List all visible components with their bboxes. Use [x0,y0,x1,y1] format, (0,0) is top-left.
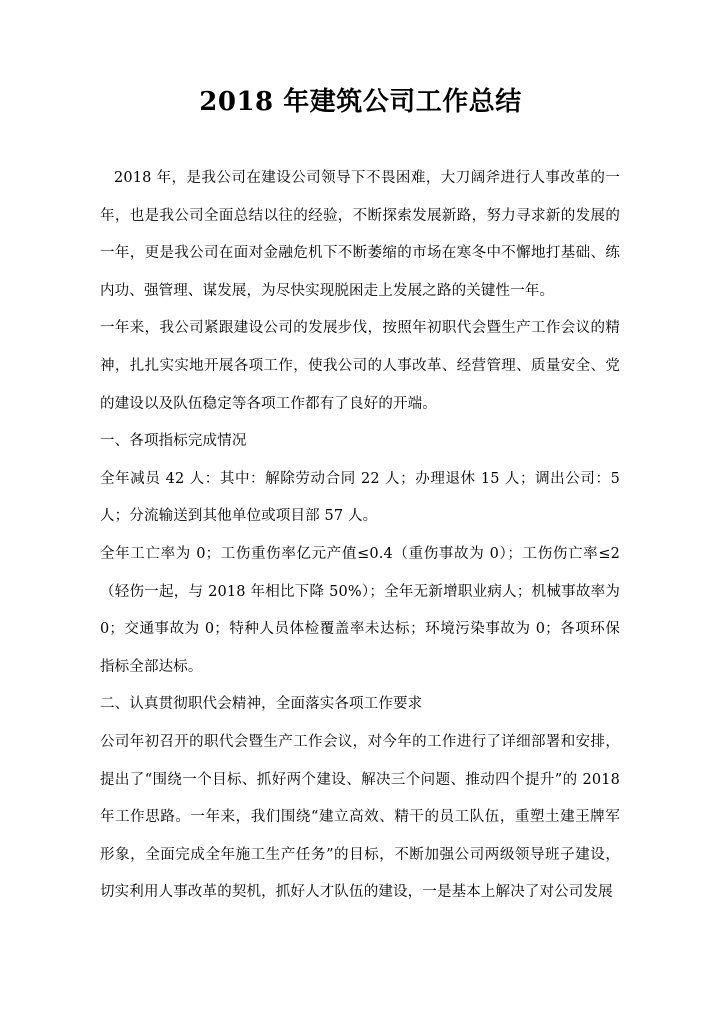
intro-paragraph: 2018 年，是我公司在建设公司领导下不畏困难，大刀阔斧进行人事改革的一年，也是我公司全面总结以往的经验，不断探索发展新路，努力寻求新的发展的一年，更是我公司在面对金融危机下不断萎缩的市场在寒冬中不懈地打基础、练内功、强管理、谋发展，为尽快实现脱困走上发展之路的关键性一年。 [100,170,620,299]
staff-reduction-paragraph: 全年减员 42 人：其中：解除劳动合同 22 人；办理退休 15 人；调出公司：5 人；分流输送到其他单位或项目部 57 人。 [100,470,620,525]
section-one-heading: 一、各项指标完成情况 [100,433,247,450]
page-title: 2018 年建筑公司工作总结 [199,87,522,117]
work-deployment-paragraph: 公司年初召开的职代会暨生产工作会议，对今年的工作进行了详细部署和安排，提出了“围绕一个目标、抓好两个建设、解决三个问题、推动四个提升”的 2018 年工作思路。一年来，我们围绕“建立高效、精干的员工队伍，重塑土建王牌军形象，全面完成全年施工生产任务”的目标，不断加强公司两级领导班子建设，切实利用人事改革的契机，抓好人才队伍的建设，一是基本上解决了对公司发展 [100,733,620,901]
section-two-heading: 二、认真贯彻职代会精神，全面落实各项工作要求 [100,696,423,713]
safety-indicators-paragraph: 全年工亡率为 0；工伤重伤率亿元产值≤0.4（重伤事故为 0）；工伤伤亡率≤2（轻伤一起，与 2018 年相比下降 50%）；全年无新增职业病人；机械事故率为 0；交通事故为 0；特种人员体检覆盖率未达标；环境污染事故为 0；各项环保指标全部达标。 [100,545,620,675]
year-review-paragraph: 一年来，我公司紧跟建设公司的发展步伐，按照年初职代会暨生产工作会议的精神，扎扎实实地开展各项工作，使我公司的人事改革、经营管理、质量安全、党的建设以及队伍稳定等各项工作都有了良好的开端。 [100,320,620,412]
document-body [100,160,620,912]
